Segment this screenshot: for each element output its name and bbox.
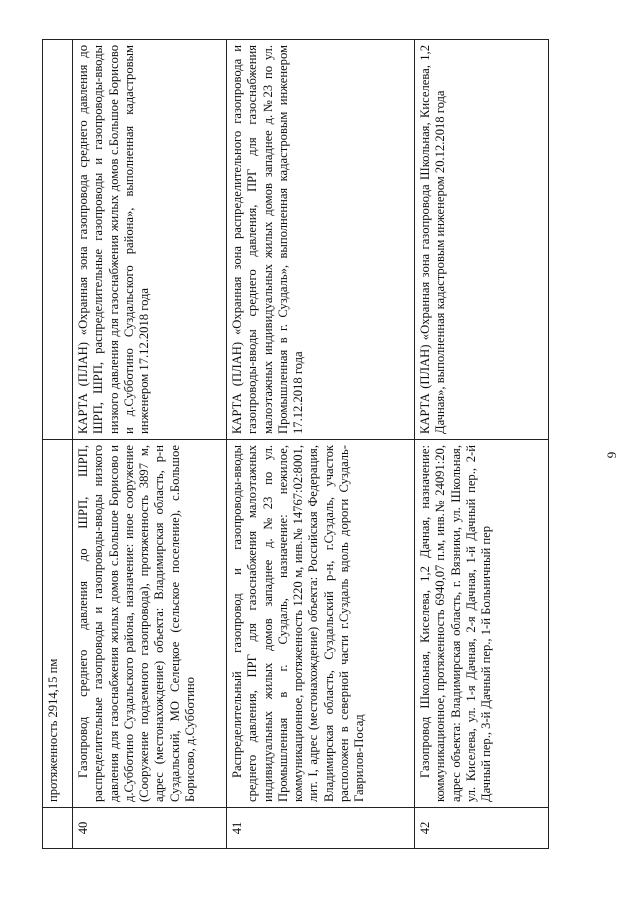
table-row-continued (43, 40, 73, 849)
document-title: КАРТА (ПЛАН) «Охранная зона распределительного газопровода и газопроводы-вводы среднего давления, ПРГ для газоснабжения малоэтажных индивидуальных жилых домов западнее д.№23 по ул. Промышленная в г. Суздаль», выполненная кадастровым инженером 17.12.2018 года (227, 40, 415, 440)
table-row (415, 40, 549, 849)
table-row (73, 40, 227, 849)
row-number: 40 (73, 808, 227, 849)
object-description: Распределительный газопровод и газопроводы-вводы среднего давления, ПРГ для газоснабжения малоэтажных индивидуальных жилых домов западнее д.№23 по ул. Промышленная в г. Суздаль, назначение: нежилое, коммуникационное, протяженность 1220 м, инв.№ 14767:02:8001, лит. I, адрес (местонахождение) объекта: Российская Федерация, Владимирская область, Суздальский р-н, г.Суздаль, участок расположен в северной части г.Суздаль вдоль дороги Суздаль-Гаврилов-Посад (227, 440, 415, 808)
table-row (227, 40, 415, 849)
object-description: протяженность 2914,15 пм (43, 440, 73, 808)
document-title: КАРТА (ПЛАН) «Охранная зона газопровода Школьная, Киселева, 1,2 Дачная», выполненная кадастровым инженером 20.12.2018 года (415, 40, 549, 440)
row-number: 41 (227, 808, 415, 849)
row-number (43, 808, 73, 849)
object-description: Газопровод среднего давления до ШРП, ШРП, распределительные газопроводы и газопроводы-вводы низкого давления для газоснабжения жилых домов с.Большое Борисово и д.Субботино Суздальского района, назначение: иное сооружение (Сооружение подземного газопровода), протяженность 3897 м, адрес (местонахождение) объекта: Владимирская область, р-н Суздальский, МО Селецкое (сельское поселение), с.Большое Борисово, д.Субботино (73, 440, 227, 808)
document-title: КАРТА (ПЛАН) «Охранная зона газопровода среднего давления до ШРП, ШРП, распределительные газопроводы и газопроводы-вводы низкого давления для газоснабжения жилых домов с.Большое Борисово и д.Субботино Суздальского района», выполненная кадастровым инженером 17.12.2018 года (73, 40, 227, 440)
page-number: 9 (604, 451, 619, 459)
registry-table (42, 39, 549, 849)
document-title (43, 40, 73, 440)
row-number: 42 (415, 808, 549, 849)
object-description: Газопровод Школьная, Киселева, 1,2 Дачная, назначение: коммуникационное, протяженность 6940,07 п.м, инв.№ 24091:20, адрес объекта: Владимирская область, г. Вязники, ул. Школьная, ул. Киселева, ул. 1-я Дачная, 2-я Дачная, 1-й Дачный пер., 2-й Дачный пер., 3-й Дачный пер., 1-й Больничный пер (415, 440, 549, 808)
